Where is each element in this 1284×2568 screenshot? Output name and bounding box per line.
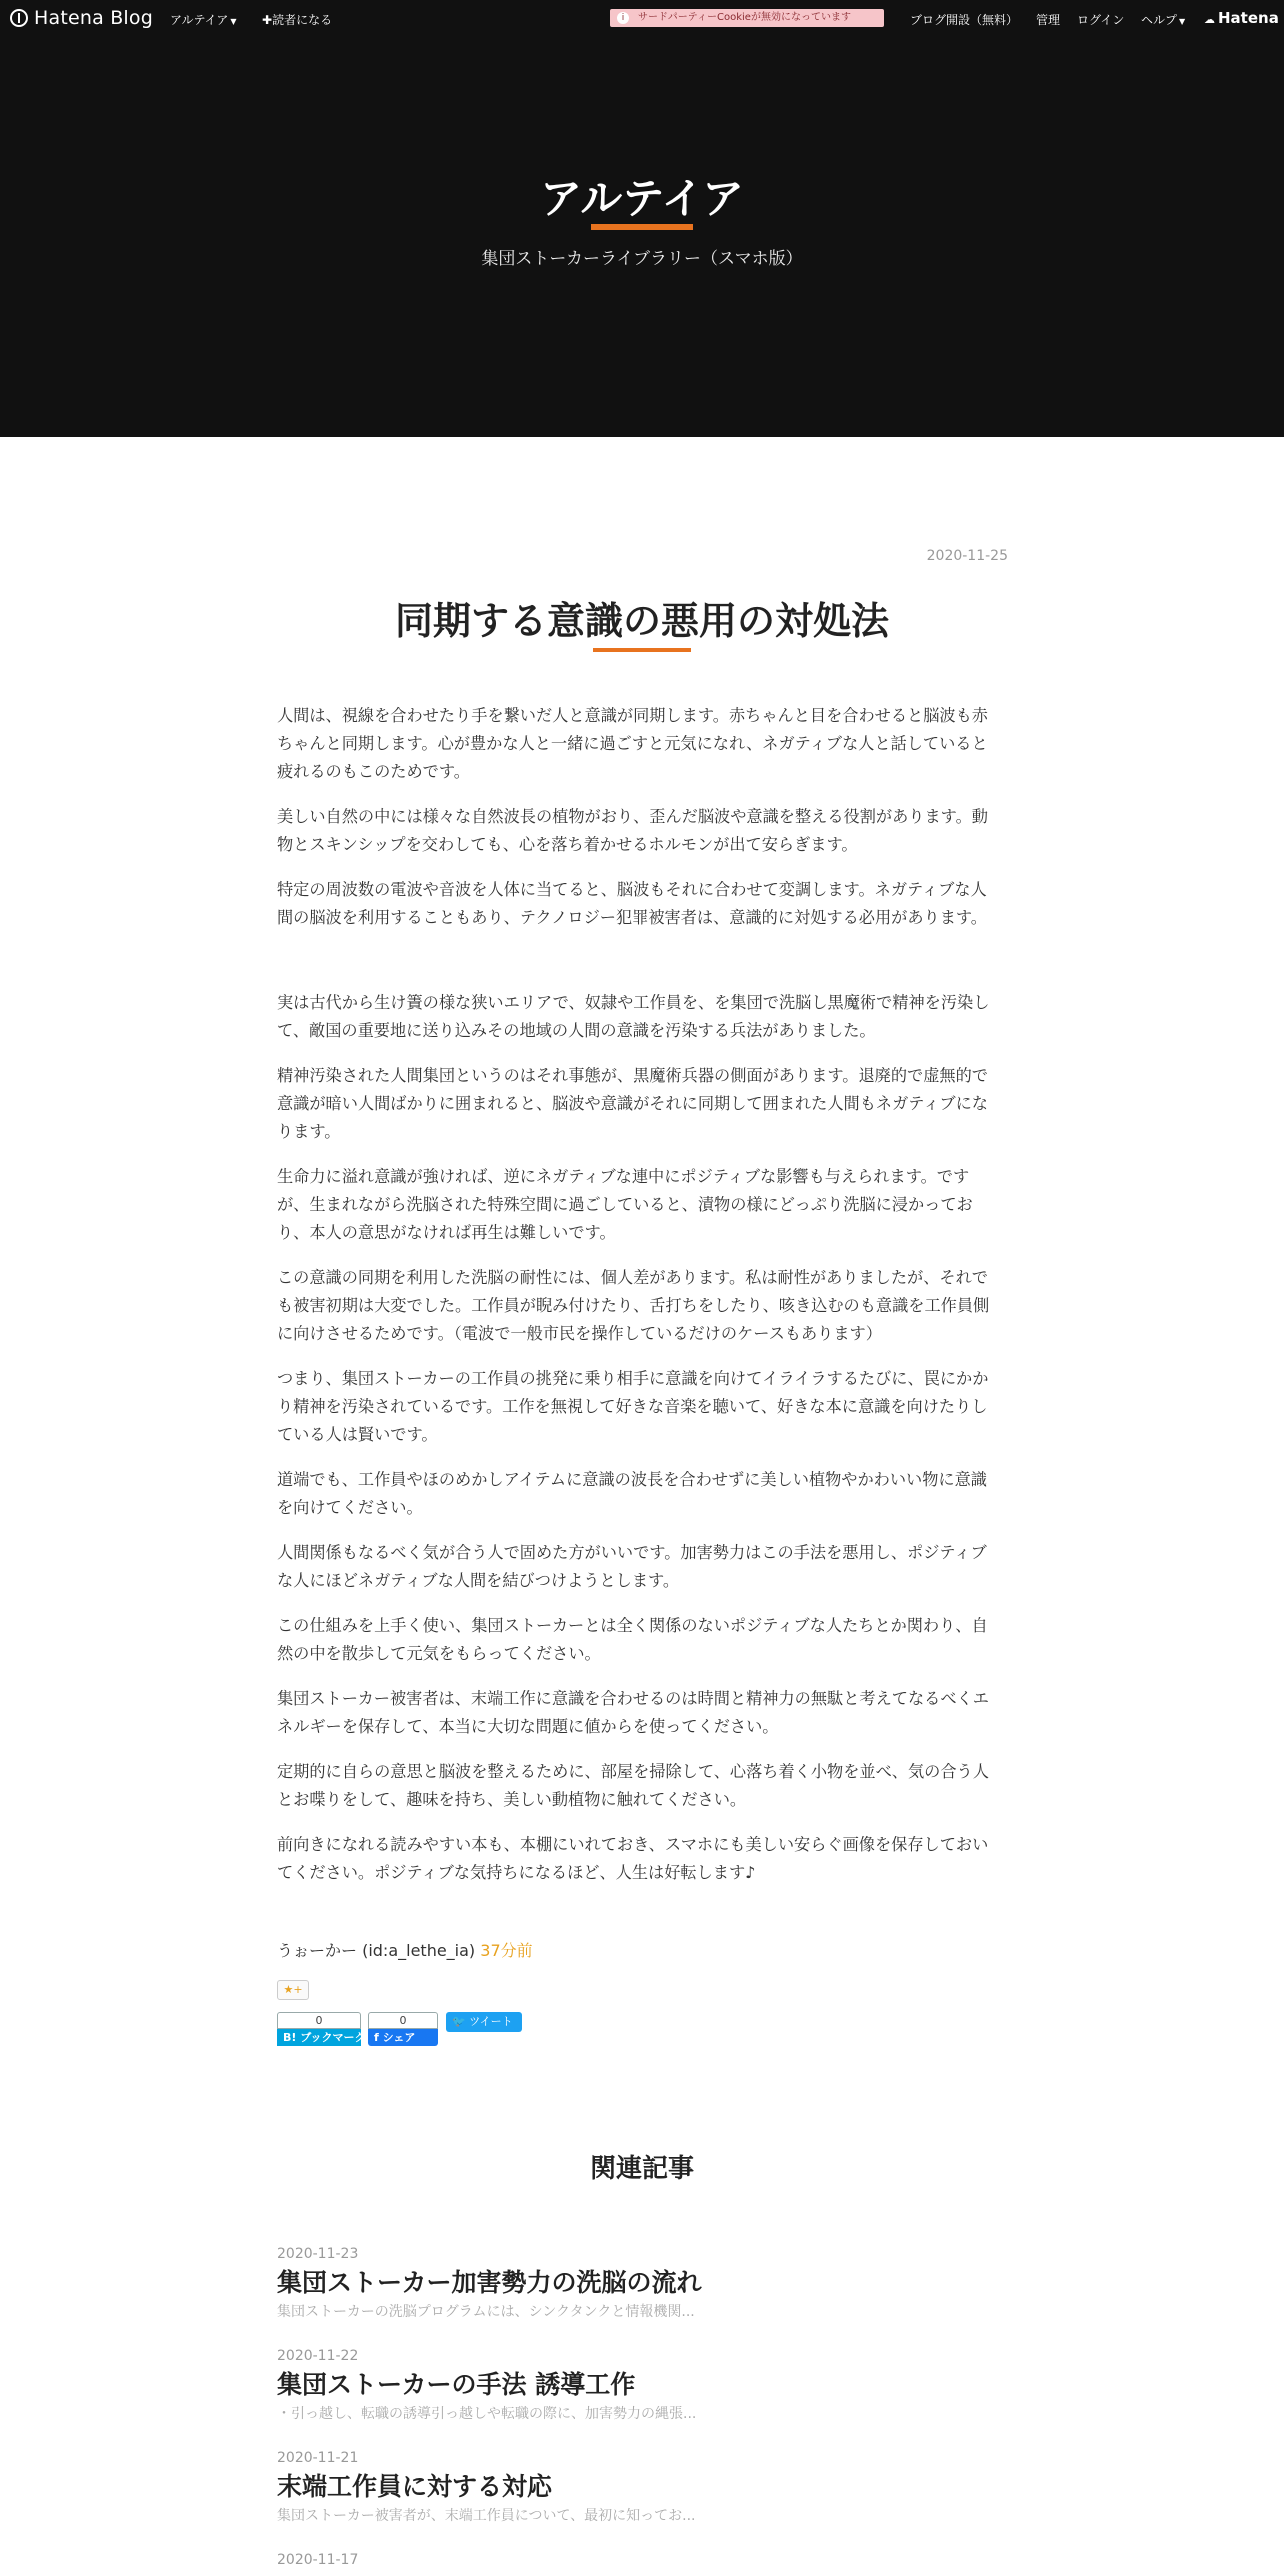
author-link[interactable]: うぉーかー (id:a_lethe_ia) [277, 1941, 476, 1960]
paragraph: 生命力に溢れ意識が強ければ、逆にネガティブな連中にポジティブな影響も与えられます。ですが、生まれながら洗脳された特殊空間に過ごしていると、漬物の様にどっぷり洗脳に浸かっており、本人の意思がなければ再生は難しいです。 [277, 1167, 973, 1242]
facebook-share-button[interactable]: f シェア [368, 2029, 438, 2046]
login-link[interactable]: ログイン [1077, 13, 1125, 27]
paragraph: 精神汚染された人間集団というのはそれ事態が、黒魔術兵器の側面があります。退廃的で虚無的で意識が暗い人間ばかりに囲まれると、脳波や意識がそれに同期して囲まれた人間もネガティブになります。 [277, 1066, 988, 1141]
paragraph: 定期的に自らの意思と脳波を整えるために、部屋を掃除して、心落ち着く小物を並べ、気の合う人とお喋りをして、趣味を持ち、美しい動植物に触れてください。 [277, 1762, 989, 1809]
related-entry-date: 2020-11-22 [277, 2348, 359, 2364]
paragraph: 集団ストーカー被害者は、末端工作に意識を合わせるのは時間と精神力の無駄と考えてなるべくエネルギーを保存して、本当に大切な問題に値からを使ってください。 [277, 1689, 989, 1736]
tweet-button[interactable] [446, 2012, 522, 2032]
blog-menu-dropdown[interactable] [170, 11, 236, 28]
paragraph: 実は古代から生け簀の様な狭いエリアで、奴隷や工作員を、を集団で洗脳し黒魔術で精神を汚染して、敵国の重要地に送り込みその地域の人間の意識を汚染する兵法がありました。 [277, 993, 990, 1040]
cookie-notice[interactable] [610, 9, 884, 27]
hatebu-button[interactable]: B! ブックマーク [277, 2029, 361, 2046]
facebook-share[interactable] [368, 2012, 438, 2046]
paragraph: この意識の同期を利用した洗脳の耐性には、個人差があります。私は耐性がありましたが、それでも被害初期は大変でした。工作員が睨み付けたり、舌打ちをしたり、咳き込むのも意識を工作員側に向けさせるためです。（電波で一般市民を操作しているだけのケースもあります） [277, 1268, 990, 1343]
paragraph: 前向きになれる読みやすい本も、本棚にいれておき、スマホにも美しい安らぐ画像を保存しておいてください。ポジティブな気持ちになるほど、人生は好転します♪ [277, 1835, 989, 1882]
blog-menu-label: アルテイア [170, 13, 229, 27]
related-entry-snippet: 集団ストーカーの洗脳プログラムには、シンクタンクと情報機関... [277, 2304, 695, 2320]
blank-line [277, 949, 992, 989]
entry-content [277, 702, 992, 1904]
hatena-label: Hatena [1218, 9, 1279, 27]
paragraph: この仕組みを上手く使い、集団ストーカーとは全く関係のないポジティブな人たちとか関わり、自然の中を散歩して元気をもらってください。 [277, 1616, 988, 1663]
related-entries-heading: 関連記事 [589, 2154, 694, 2184]
hatebu-count: 0 [277, 2012, 361, 2029]
entry-footer-author [277, 1938, 533, 1961]
cookie-notice-text: サードパーティーCookieが無効になっています [638, 12, 851, 23]
twitter-bird-icon: 🐦 [452, 2015, 466, 2028]
hatena-logo-icon [10, 9, 28, 27]
facebook-count: 0 [368, 2012, 438, 2029]
related-entry[interactable] [277, 2246, 992, 2321]
entry-title-underline [593, 648, 691, 652]
blog-description: 集団ストーカーライブラリー（スマホ版） [481, 249, 803, 269]
related-entry-snippet: ・引っ越し、転職の誘導引っ越しや転職の際に、加害勢力の縄張... [277, 2406, 697, 2422]
related-entry-title[interactable]: 集団ストーカー加害勢力の洗脳の流れ [277, 2268, 702, 2297]
paragraph: 人間関係もなるべく気が合う人で固めた方がいいです。加害勢力はこの手法を悪用し、ポジティブな人にほどネガティブな人間を結びつけようとします。 [277, 1543, 987, 1590]
related-entry-date: 2020-11-23 [277, 2246, 359, 2262]
caret-down-icon: ▼ [1179, 17, 1186, 26]
caret-down-icon: ▼ [230, 17, 237, 26]
paragraph: 道端でも、工作員やほのめかしアイテムに意識の波長を合わせずに美しい植物やかわいい物に意識を向けてください。 [277, 1470, 987, 1517]
related-entry-date: 2020-11-17 [277, 2552, 359, 2568]
subscribe-button[interactable] [262, 11, 332, 28]
add-star-button[interactable]: ★+ [277, 1980, 309, 2000]
entry-time-link[interactable]: 37分前 [480, 1941, 533, 1960]
tweet-label: ツイート [469, 2015, 513, 2028]
help-label: ヘルプ [1141, 13, 1178, 27]
global-header [0, 0, 1284, 36]
paragraph: 美しい自然の中には様々な自然波長の植物がおり、歪んだ脳波や意識を整える役割があります。動物とスキンシップを交わしても、心を落ち着かせるホルモンが出て安らぎます。 [277, 807, 988, 854]
entry-title[interactable]: 同期する意識の悪用の対処法 [394, 599, 889, 643]
paragraph: 特定の周波数の電波や音波を人体に当てると、脳波もそれに合わせて変調します。ネガティブな人間の脳波を利用することもあり、テクノロジー犯罪被害者は、意識的に対処する必用があります。 [277, 880, 987, 927]
related-entry[interactable] [277, 2450, 992, 2525]
hatena-blog-logo[interactable] [10, 7, 153, 29]
related-entry-title[interactable]: 集団ストーカーの手法 誘導工作 [277, 2370, 636, 2399]
related-entry-date: 2020-11-21 [277, 2450, 359, 2466]
title-underline [591, 224, 693, 230]
logo-text: Hatena Blog [34, 7, 153, 29]
info-icon: i [617, 12, 629, 24]
paragraph: 人間は、視線を合わせたり手を繋いだ人と意識が同期します。赤ちゃんと目を合わせると脳波も赤ちゃんと同期します。心が豊かな人と一緒に過ごすと元気になれ、ネガティブな人と話していると疲れるのもこのためです。 [277, 706, 988, 781]
hatena-link[interactable] [1204, 9, 1279, 27]
open-blog-link[interactable]: ブログ開設（無料） [910, 13, 1019, 27]
related-entry[interactable] [277, 2348, 992, 2423]
manage-link[interactable]: 管理 [1036, 13, 1061, 27]
subscribe-label: 読者になる [272, 13, 333, 27]
hatena-menu-icon: ☁ [1204, 13, 1215, 26]
blog-title[interactable]: アルテイア [539, 174, 745, 223]
plus-icon: ✚ [262, 13, 273, 27]
twitter-share[interactable] [446, 2012, 522, 2032]
help-dropdown[interactable] [1141, 11, 1185, 28]
blog-header [0, 36, 1284, 437]
related-entry-snippet: 集団ストーカー被害者が、末端工作員について、最初に知ってお... [277, 2508, 696, 2524]
paragraph: つまり、集団ストーカーの工作員の挑発に乗り相手に意識を向けてイライラするたびに、罠にかかり精神を汚染されているです。工作を無視して好きな音楽を聴いて、好きな本に意識を向けたりしている人は賢いです。 [277, 1369, 989, 1444]
related-entry[interactable] [277, 2552, 992, 2568]
related-entry-title[interactable]: 末端工作員に対する対応 [277, 2472, 553, 2501]
entry-date[interactable]: 2020-11-25 [926, 548, 1008, 564]
hatebu-share[interactable] [277, 2012, 366, 2046]
